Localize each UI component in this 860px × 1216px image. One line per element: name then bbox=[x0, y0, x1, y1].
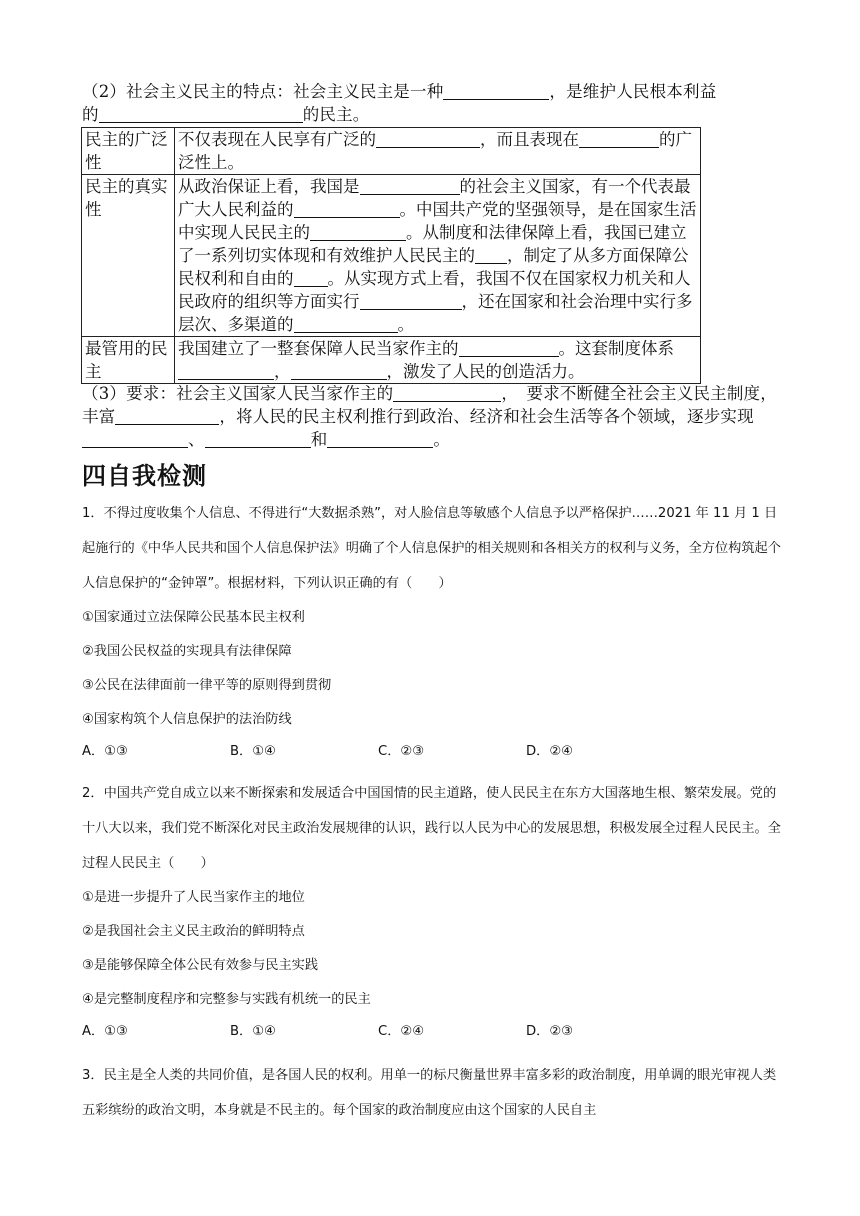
fill-blank[interactable] bbox=[291, 363, 387, 381]
choice-c[interactable]: C．②④ bbox=[378, 1024, 425, 1039]
row-header: 最管用的民主 bbox=[82, 337, 175, 384]
question-2 bbox=[82, 776, 782, 1047]
answer-choices bbox=[82, 1017, 782, 1047]
question-stem: 1．不得过度收集个人信息、不得进行“大数据杀熟”，对人脸信息等敏感个人信息予以严格保护……2021 年 11 月 1 日起施行的《中华人民共和国个人信息保护法》明确了个人信息保护的相关规则和各相关方的权利与义务，全方位构筑起个人信息保护的“金钟罩”。根据材料，下列认识正确的有（ ） bbox=[82, 506, 781, 591]
section-2-features: （2）社会主义民主的特点：社会主义民主是一种 ，是维护人民根本利益 的 的民主。 bbox=[82, 82, 717, 124]
fill-blank[interactable] bbox=[393, 385, 501, 403]
section-heading: 四自我检测 bbox=[82, 462, 207, 490]
row-content: 从政治保证上看，我国是 的社会主义国家，有一个代表最广大人民利益的 。中国共产党的坚强领导，是在国家生活中实现人民民主的 。从制度和法律保障上看，我国已建立了一系列切实体现和有效维护人民民主的 ，制定了从多方面保障公民权利和自由的 。从实现方式上看，我国不仅在国家权力机关和人民政府的组织等方面实行 ，还在国家和社会治理中实行多层次、多渠道的 。 bbox=[175, 175, 701, 337]
fill-blank[interactable] bbox=[360, 293, 462, 311]
fill-blank[interactable] bbox=[376, 131, 480, 149]
fill-blank[interactable] bbox=[459, 340, 559, 358]
statement-option: ③是能够保障全体公民有效参与民主实践 bbox=[82, 958, 319, 973]
fill-blank[interactable] bbox=[115, 408, 219, 426]
fill-blank[interactable] bbox=[178, 363, 274, 381]
statement-option: ④是完整制度程序和完整参与实践有机统一的民主 bbox=[82, 992, 371, 1007]
answer-choices bbox=[82, 737, 782, 767]
statement-option: ③公民在法律面前一律平等的原则得到贯彻 bbox=[82, 678, 332, 693]
fill-blank[interactable] bbox=[205, 431, 311, 449]
fill-blank[interactable] bbox=[294, 270, 328, 288]
fill-blank[interactable] bbox=[294, 201, 400, 219]
choice-a[interactable]: A．①③ bbox=[82, 1024, 128, 1039]
fill-blank[interactable] bbox=[310, 224, 406, 242]
statement-option: ②是我国社会主义民主政治的鲜明特点 bbox=[82, 924, 305, 939]
statement-option: ④国家构筑个人信息保护的法治防线 bbox=[82, 712, 292, 727]
question-3 bbox=[82, 1058, 782, 1128]
fill-blank[interactable] bbox=[82, 431, 188, 449]
choice-b[interactable]: B．①④ bbox=[230, 744, 276, 759]
statement-option: ①是进一步提升了人民当家作主的地位 bbox=[82, 890, 305, 905]
fill-blank[interactable] bbox=[443, 83, 549, 101]
fill-blank[interactable] bbox=[99, 106, 303, 124]
statement-option: ①国家通过立法保障公民基本民主权利 bbox=[82, 610, 305, 625]
section-3-requirements: （3）要求：社会主义国家人民当家作主的 ， 要求不断健全社会主义民主制度，丰富 ，将人民的民主权利推行到政治、经济和社会生活等各个领域，逐步实现、 和 。 bbox=[82, 384, 777, 449]
choice-d[interactable]: D．②④ bbox=[526, 744, 573, 759]
fill-blank[interactable] bbox=[475, 247, 507, 265]
fill-blank[interactable] bbox=[327, 431, 433, 449]
choice-d[interactable]: D．②③ bbox=[526, 1024, 573, 1039]
row-header: 民主的真实性 bbox=[82, 175, 175, 337]
question-stem: 2．中国共产党自成立以来不断探索和发展适合中国国情的民主道路，使人民民主在东方大国落地生根、繁荣发展。党的十八大以来，我们党不断深化对民主政治发展规律的认识，践行以人民为中心的发展思想，积极发展全过程人民民主。全过程人民民主（ ） bbox=[82, 786, 781, 871]
table-row bbox=[82, 337, 701, 384]
row-content: 我国建立了一整套保障人民当家作主的 。这套制度体系， ，激发了人民的创造活力。 bbox=[175, 337, 701, 384]
choice-a[interactable]: A．①③ bbox=[82, 744, 128, 759]
features-table bbox=[81, 127, 701, 384]
question-1 bbox=[82, 496, 782, 767]
choice-b[interactable]: B．①④ bbox=[230, 1024, 276, 1039]
table-row bbox=[82, 175, 701, 337]
fill-blank[interactable] bbox=[360, 178, 460, 196]
choice-c[interactable]: C．②③ bbox=[378, 744, 425, 759]
fill-blank[interactable] bbox=[579, 131, 659, 149]
question-stem: 3．民主是全人类的共同价值，是各国人民的权利。用单一的标尺衡量世界丰富多彩的政治制度，用单调的眼光审视人类五彩缤纷的政治文明，本身就是不民主的。每个国家的政治制度应由这个国家的人民自主 bbox=[82, 1068, 777, 1118]
row-header: 民主的广泛性 bbox=[82, 128, 175, 175]
statement-option: ②我国公民权益的实现具有法律保障 bbox=[82, 644, 292, 659]
fill-blank[interactable] bbox=[294, 316, 398, 334]
table-row bbox=[82, 128, 701, 175]
row-content: 不仅表现在人民享有广泛的 ，而且表现在 的广泛性上。 bbox=[175, 128, 701, 175]
